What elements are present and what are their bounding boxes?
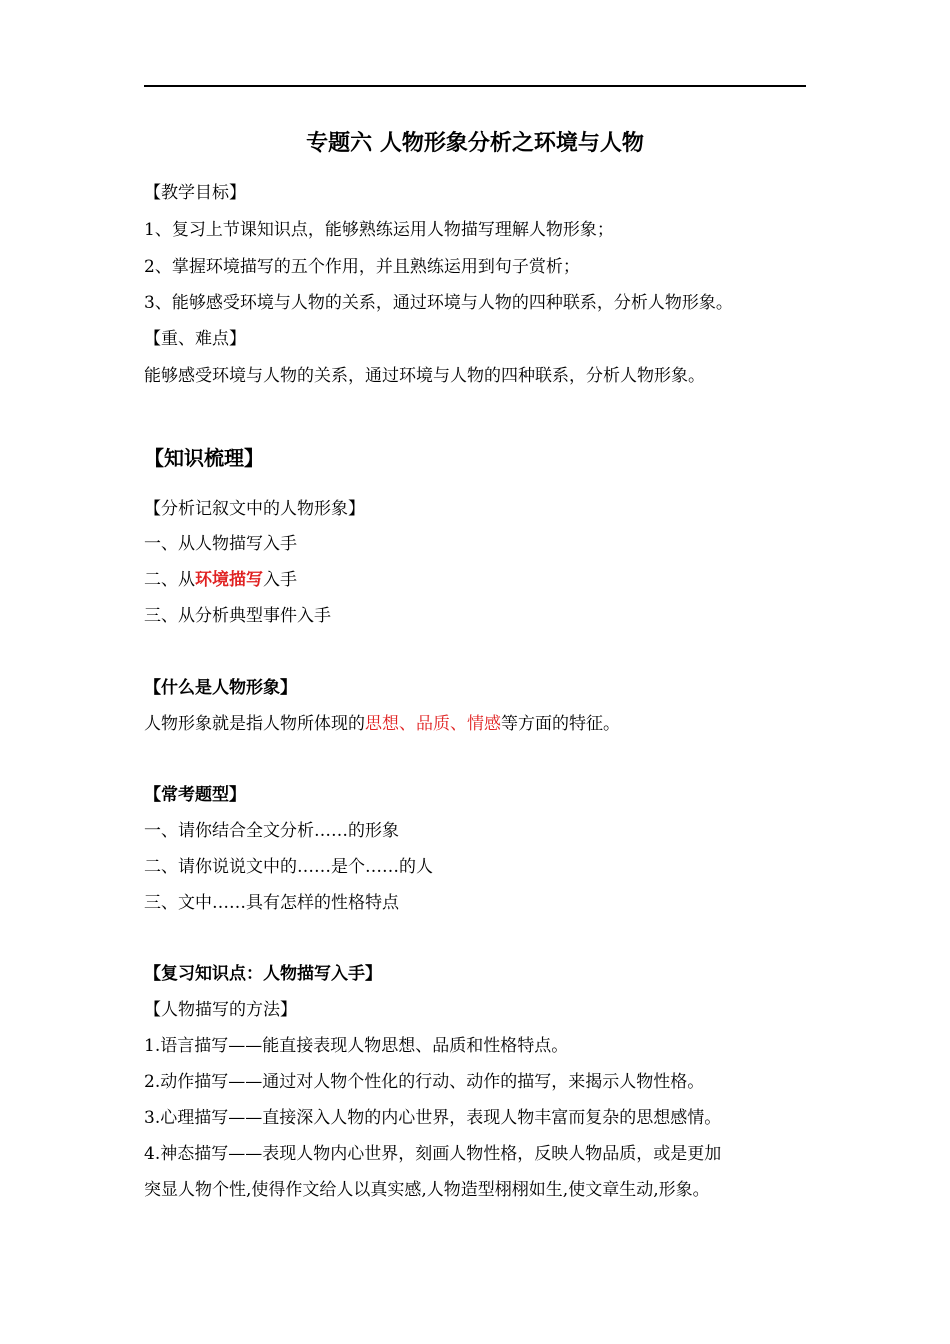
what-is-suffix: 等方面的特征。 — [501, 714, 620, 734]
knowledge-item-2-highlight: 环境描写 — [195, 570, 263, 590]
review-item-3: 3.心理描写——直接深入人物的内心世界，表现人物丰富而复杂的思想感情。 — [144, 1108, 722, 1128]
knowledge-sub-heading: 【分析记叙文中的人物形象】 — [144, 499, 365, 519]
review-item-4: 4.神态描写——表现人物内心世界，刻画人物性格，反映人物品质，或是更加 — [144, 1144, 722, 1164]
review-sub-heading: 【人物描写的方法】 — [144, 1000, 297, 1020]
question-type-item-1: 一、请你结合全文分析……的形象 — [144, 821, 399, 841]
objective-item-1: 1、复习上节课知识点，能够熟练运用人物描写理解人物形象； — [144, 220, 614, 240]
what-is-text — [144, 712, 620, 736]
knowledge-item-2 — [144, 568, 297, 592]
review-item-4-continued: 突显人物个性,使得作文给人以真实感,人物造型栩栩如生,使文章生动,形象。 — [144, 1180, 710, 1200]
key-points-heading: 【重、难点】 — [144, 329, 246, 349]
knowledge-item-3: 三、从分析典型事件入手 — [144, 606, 331, 626]
knowledge-item-1: 一、从人物描写入手 — [144, 534, 297, 554]
objective-item-2: 2、掌握环境描写的五个作用，并且熟练运用到句子赏析； — [144, 257, 580, 277]
review-item-2: 2.动作描写——通过对人物个性化的行动、动作的描写，来揭示人物性格。 — [144, 1072, 705, 1092]
key-points-text: 能够感受环境与人物的关系，通过环境与人物的四种联系，分析人物形象。 — [144, 366, 705, 386]
what-is-prefix: 人物形象就是指人物所体现的 — [144, 714, 365, 734]
document-title: 专题六 人物形象分析之环境与人物 — [306, 130, 644, 156]
what-is-highlight: 思想、品质、情感 — [365, 714, 501, 734]
header-rule — [144, 85, 806, 87]
question-type-item-2: 二、请你说说文中的……是个……的人 — [144, 857, 433, 877]
question-types-heading: 【常考题型】 — [144, 785, 246, 805]
review-item-1: 1.语言描写——能直接表现人物思想、品质和性格特点。 — [144, 1036, 569, 1056]
what-is-heading: 【什么是人物形象】 — [144, 678, 297, 698]
knowledge-item-2-prefix: 二、从 — [144, 570, 195, 590]
objective-item-3: 3、能够感受环境与人物的关系，通过环境与人物的四种联系，分析人物形象。 — [144, 293, 733, 313]
question-type-item-3: 三、文中……具有怎样的性格特点 — [144, 893, 399, 913]
knowledge-heading: 【知识梳理】 — [144, 446, 264, 470]
review-heading: 【复习知识点：人物描写入手】 — [144, 964, 382, 984]
knowledge-item-2-suffix: 入手 — [263, 570, 297, 590]
objectives-heading: 【教学目标】 — [144, 183, 246, 203]
